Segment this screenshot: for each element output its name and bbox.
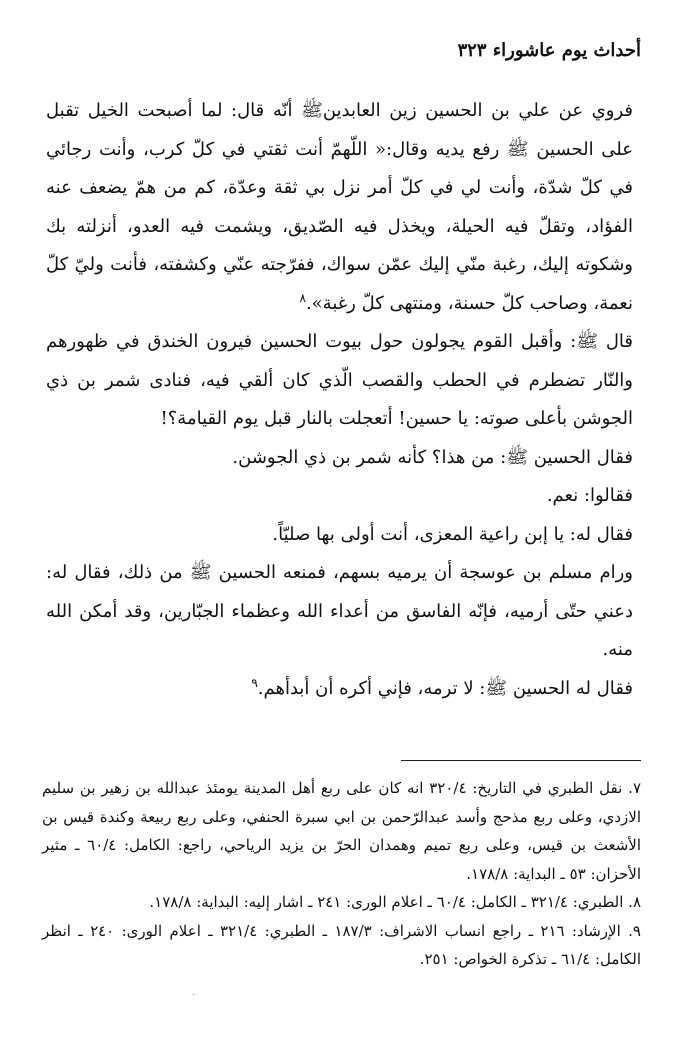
- paragraph: فقال له الحسين ﷺ: لا ترمه، فإني أكره أن أبدأهم.$^٩$: [251, 675, 633, 699]
- paragraph: فقالوا: نعم.: [546, 485, 633, 506]
- paragraph: فروي عن علي بن الحسين زين العابدينﷺ أنّه قال: لما أصبحت الخيل تقبل على الحسين ﷺ رفع يديه وقال:« اللّهمّ أنت ثقتي في كلّ كرب، وأنت رجائي في كلّ شدّة، وأنت لي في كلّ أمر نزل بي ثقة وعدّة، كم من همّ يضعف عنه الفؤاد، وتقلّ فيه الحيلة، ويخذل فيه الصّديق، ويشمت فيه العدو، أنزلته بك وشكوته إليك، رغبة منّي إليك عمّن سواك، ففرّجته عنّي وكشفته، فأنت وليّ كلّ نعمة، وصاحب كلّ حسنة، ومنتهى كلّ رغبة».$^٨$: [46, 100, 633, 314]
- footnote-ref: ٨: [299, 290, 306, 305]
- paragraph: قال ﷺ: وأقبل القوم يجولون حول بيوت الحسين فيرون الخندق في ظهورهم والنّار تضطرم في الحطب والقصب الّذي كان ألقي فيه، فنادى شمر بن ذي الجوشن بأعلى صوته: يا حسين! أتعجلت بالنار قبل يوم القيامة؟!: [46, 331, 633, 429]
- main-text: [46, 92, 633, 708]
- footnotes: [42, 774, 641, 974]
- footnote-ref: ٩: [251, 675, 258, 690]
- paragraph: فقال له: يا إبن راعية المعزى، أنت أولى بها صليّاً.: [272, 523, 633, 545]
- header-title: أحداث يوم عاشوراء ٣٢٣: [457, 40, 641, 61]
- footnote: ٩. الإرشاد: ٢١٦ ـ راجع انساب الاشراف: ١٨٧/٣ ـ الطبري: ٣٢١/٤ ـ اعلام الورى: ٢٤٠ ـ انظر الكامل: ٦١/٤ ـ تذكرة الخواص: ٢٥١.: [42, 921, 641, 968]
- footnote: ٨. الطبري: ٣٢١/٤ ـ الكامل: ٦٠/٤ ـ اعلام الورى: ٢٤١ ـ اشار إليه: البداية: ١٧٨/٨.: [149, 893, 641, 911]
- stray-mark: ˏ: [192, 985, 196, 996]
- footnote: ٧. نقل الطبري في التاريخ: ٣٢٠/٤ انه كان على ربع أهل المدينة يومئذ عبدالله بن زهير بن سليم الازدي، وعلى ربع مذحج وأسد عبدالرّحمن بن ابي سبرة الحنفي، وعلى ربع ربيعة وكندة قيس بن الأشعث بن قيس، وعلى ربع تميم وهمدان الحرّ بن يزيد الرياحي، راجع: الكامل: ٦٠/٤ ـ مثير الأحزان: ٥٣ ـ البداية: ١٧٨/٨.: [42, 779, 642, 883]
- paragraph: فقال الحسين ﷺ: من هذا؟ كأنه شمر بن ذي الجوشن.: [232, 446, 633, 468]
- footnote-separator: [401, 760, 641, 761]
- running-header: [40, 40, 641, 70]
- paragraph: ورام مسلم بن عوسجة أن يرميه بسهم، فمنعه الحسين ﷺ من ذلك، فقال له: دعني حتّى أرميه، فإنّه الفاسق من أعداء الله وعظماء الجبّارين، وقد أمكن الله منه.: [46, 562, 633, 660]
